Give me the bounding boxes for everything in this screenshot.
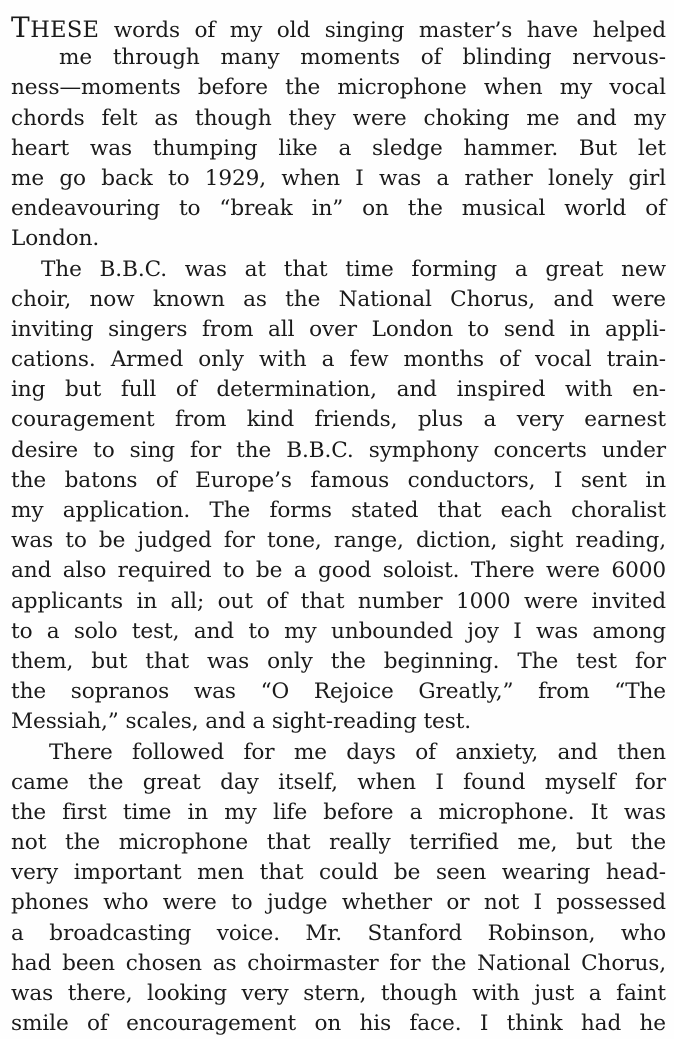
text-line: London. [11,224,666,254]
text-line: came the great day itself, when I found myself for [11,768,666,798]
text-line: me through many moments of blinding nervous- [11,43,666,73]
text-line: applicants in all; out of that number 1000 were invited [11,587,666,617]
text-line: not the microphone that really terrified me, but the [11,828,666,858]
text-line: heart was thumping like a sledge hammer. But let [11,134,666,164]
text-line: very important men that could be seen wearing head- [11,858,666,888]
text-line: was there, looking very stern, though with just a faint [11,979,666,1009]
text-line: There followed for me days of anxiety, and then [11,738,666,768]
paragraph-1 [11,13,666,255]
text-line: smile of encouragement on his face. I think had he [11,1009,666,1039]
initial-letter: T [11,11,30,44]
text-line: inviting singers from all over London to send in appli- [11,315,666,345]
text-line: cations. Armed only with a few months of vocal train- [11,345,666,375]
text-line: the batons of Europe’s famous conductors, I sent in [11,466,666,496]
text-line: had been chosen as choirmaster for the National Chorus, [11,949,666,979]
text-line: phones who were to judge whether or not I possessed [11,888,666,918]
text-line: The B.B.C. was at that time forming a great new [11,255,666,285]
text-line: a broadcasting voice. Mr. Stanford Robinson, who [11,919,666,949]
text-line: and also required to be a good soloist. There were 6000 [11,556,666,586]
text-line: the sopranos was “O Rejoice Greatly,” from “The [11,677,666,707]
text-line: to a solo test, and to my unbounded joy I was among [11,617,666,647]
text-line: endeavouring to “break in” on the musical world of [11,194,666,224]
opening-caps: HESE [30,17,99,43]
line-text: words of my old singing master’s have helped [99,18,666,43]
text-line: them, but that was only the beginning. The test for [11,647,666,677]
text-line: choir, now known as the National Chorus, and were [11,285,666,315]
text-line: couragement from kind friends, plus a very earnest [11,405,666,435]
text-line: me go back to 1929, when I was a rather lonely girl [11,164,666,194]
text-line: desire to sing for the B.B.C. symphony concerts under [11,436,666,466]
article-text [11,13,666,1039]
text-line: chords felt as though they were choking me and my [11,104,666,134]
text-line: Messiah,” scales, and a sight-reading test. [11,707,666,737]
text-line: was to be judged for tone, range, diction, sight reading, [11,526,666,556]
paragraph-3 [11,738,666,1039]
paragraph-2 [11,255,666,738]
text-line: the first time in my life before a microphone. It was [11,798,666,828]
text-line: my application. The forms stated that each choralist [11,496,666,526]
text-line: ing but full of determination, and inspired with en- [11,375,666,405]
text-line [11,13,666,43]
text-line: ness—moments before the microphone when my vocal [11,73,666,103]
